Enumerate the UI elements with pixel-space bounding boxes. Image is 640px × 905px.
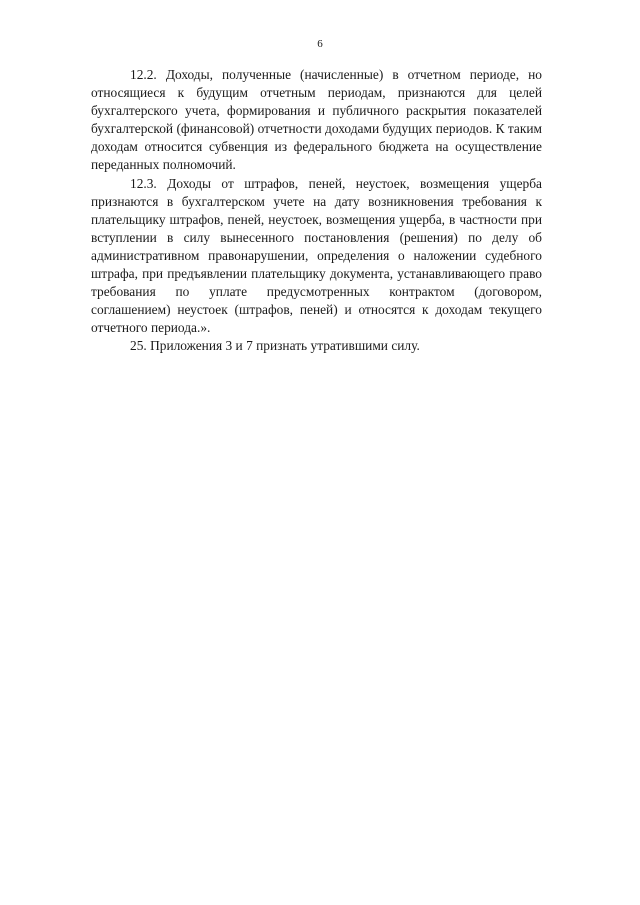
page-number: 6 — [317, 38, 323, 50]
paragraph-12-3: 12.3. Доходы от штрафов, пеней, неустоек, возмещения ущерба признаются в бухгалтерском учете на дату возникновения требования к плательщику штрафов, пеней, неустоек, возмещения ущерба, в частности при вступлении в силу вынесенного постановления (решения) по делу об административном правонарушении, определения о наложении судебного штрафа, при предъявлении плательщику документа, устанавливающего право требования по уплате предусмотренных контрактом (договором, соглашением) неустоек (штрафов, пеней) и относятся к доходам текущего отчетного периода.». — [91, 175, 542, 336]
paragraph-25: 25. Приложения 3 и 7 признать утратившими силу. — [130, 338, 420, 354]
paragraph-12-2: 12.2. Доходы, полученные (начисленные) в отчетном периоде, но относящиеся к будущим отчетным периодам, признаются для целей бухгалтерского учета, формирования и публичного раскрытия показателей бухгалтерской (финансовой) отчетности доходами будущих периодов. К таким доходам относится субвенция из федерального бюджета на осуществление переданных полномочий. — [91, 67, 542, 173]
document-body — [91, 66, 542, 356]
